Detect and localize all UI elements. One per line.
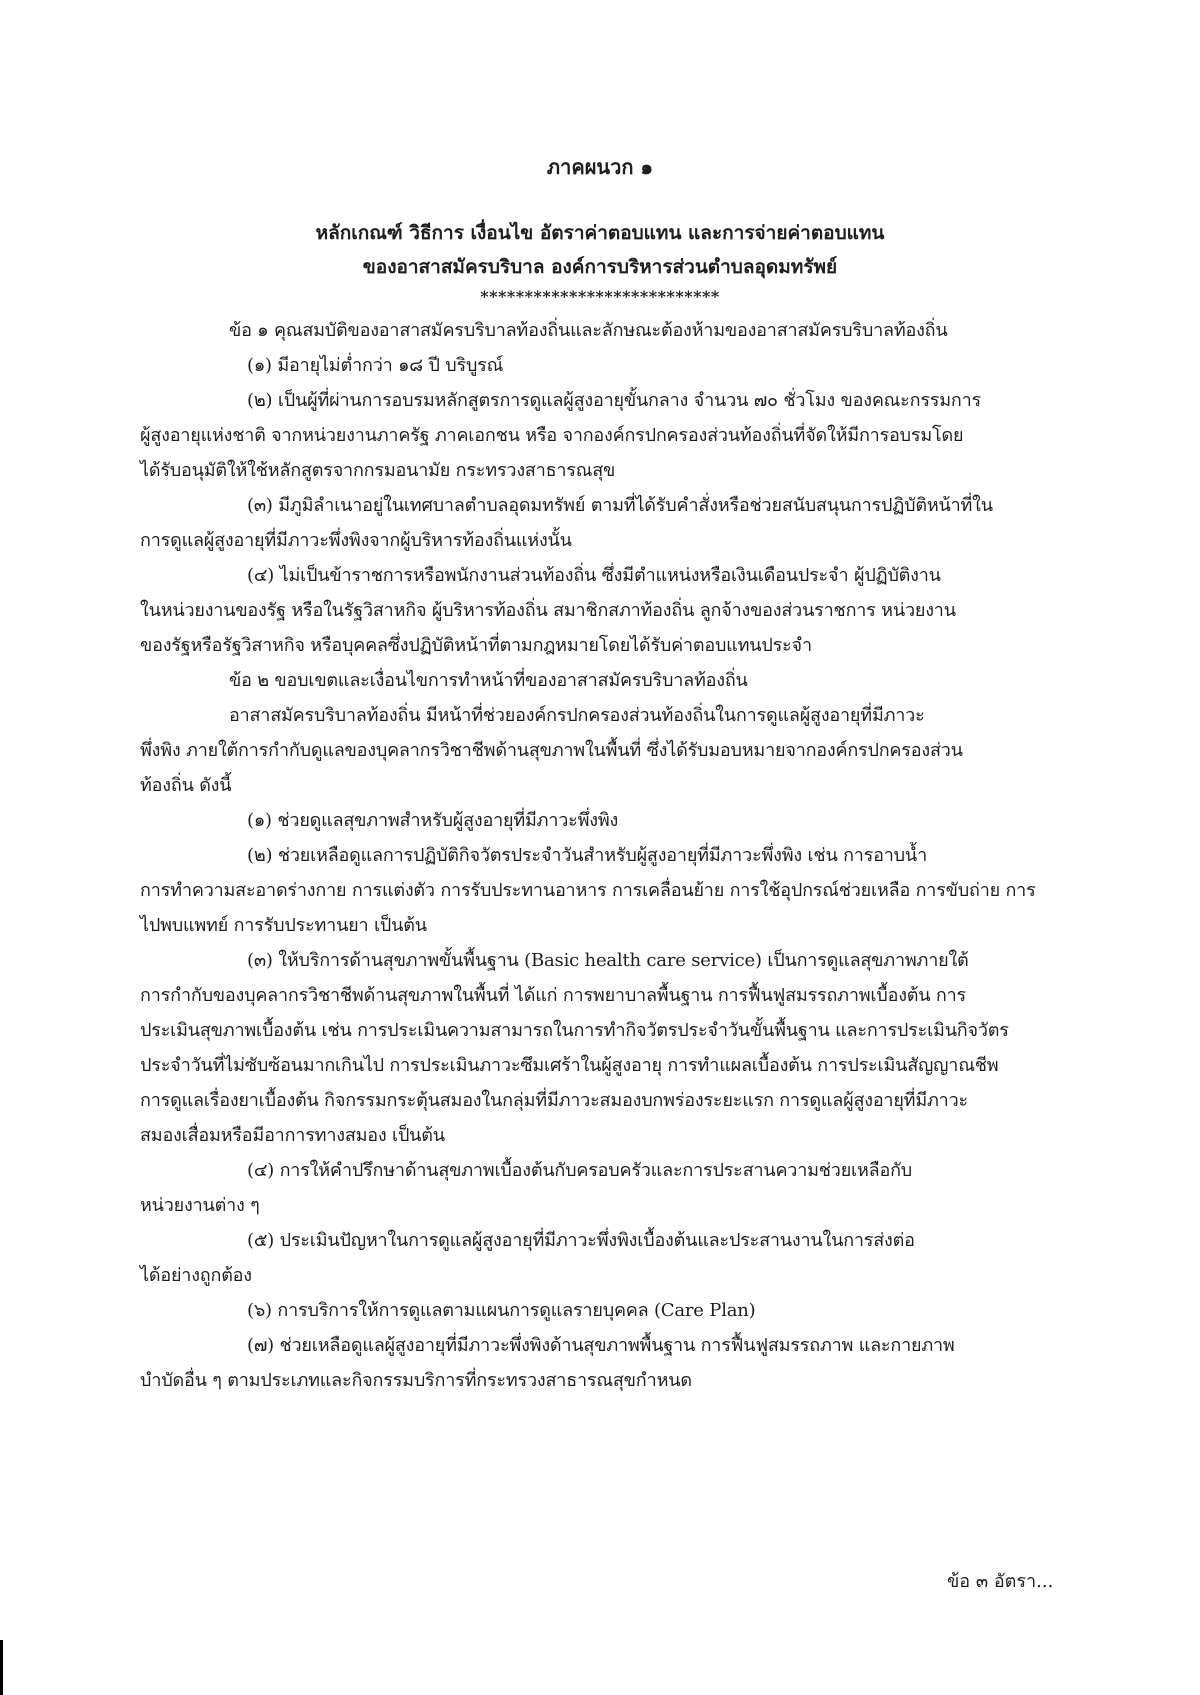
clause-1-item-3-cont: การดูแลผู้สูงอายุที่มีภาวะพึ่งพิงจากผู้บริหารท้องถิ่นแห่งนั้น bbox=[140, 530, 572, 551]
clause-1-item-3: (๓) มีภูมิลำเนาอยู่ในเทศบาลตำบลอุดมทรัพย์ ตามที่ได้รับคำสั่งหรือช่วยสนับสนุนการปฏิบัติหน้าที่ใน bbox=[247, 495, 993, 516]
clause-2-intro: อาสาสมัครบริบาลท้องถิ่น มีหน้าที่ช่วยองค์กรปกครองส่วนท้องถิ่นในการดูแลผู้สูงอายุที่มีภาวะ bbox=[229, 705, 925, 726]
clause-2-item-3-cont: ประเมินสุขภาพเบื้องต้น เช่น การประเมินความสามารถในการทำกิจวัตรประจำวันขั้นพื้นฐาน และการประเมินกิจวัตร bbox=[140, 1020, 1009, 1041]
document-heading-line-2: ของอาสาสมัครบริบาล องค์การบริหารส่วนตำบลอุดมทรัพย์ bbox=[362, 256, 838, 278]
clause-2-item-2-cont: การทำความสะอาดร่างกาย การแต่งตัว การรับประทานอาหาร การเคลื่อนย้าย การใช้อุปกรณ์ช่วยเหลือ การขับถ่าย การ bbox=[140, 880, 1036, 901]
clause-2-item-3-cont: การกำกับของบุคลากรวิชาชีพด้านสุขภาพในพื้นที่ ได้แก่ การพยาบาลพื้นฐาน การฟื้นฟูสมรรถภาพเบื้องต้น การ bbox=[140, 985, 966, 1006]
clause-1-item-4-cont: ในหน่วยงานของรัฐ หรือในรัฐวิสาหกิจ ผู้บริหารท้องถิ่น สมาชิกสภาท้องถิ่น ลูกจ้างของส่วนราชการ หน่วยงาน bbox=[140, 600, 956, 621]
clause-2-item-3-cont: ประจำวันที่ไม่ซับซ้อนมากเกินไป การประเมินภาวะซึมเศร้าในผู้สูงอายุ การทำแผลเบื้องต้น การประเมินสัญญาณชีพ bbox=[140, 1055, 999, 1076]
clause-2-item-4: (๔) การให้คำปรึกษาด้านสุขภาพเบื้องต้นกับครอบครัวและการประสานความช่วยเหลือกับ bbox=[247, 1160, 913, 1181]
clause-2-intro-cont: ท้องถิ่น ดังนี้ bbox=[140, 775, 232, 796]
clause-1-item-1: (๑) มีอายุไม่ต่ำกว่า ๑๘ ปี บริบูรณ์ bbox=[247, 355, 504, 376]
clause-1-item-4: (๔) ไม่เป็นข้าราชการหรือพนักงานส่วนท้องถิ่น ซึ่งมีตำแหน่งหรือเงินเดือนประจำ ผู้ปฏิบัติงาน bbox=[247, 565, 941, 586]
clause-1-item-4-cont: ของรัฐหรือรัฐวิสาหกิจ หรือบุคคลซึ่งปฏิบัติหน้าที่ตามกฎหมายโดยได้รับค่าตอบแทนประจำ bbox=[140, 635, 812, 656]
clause-2-item-2-cont: ไปพบแพทย์ การรับประทานยา เป็นต้น bbox=[140, 915, 427, 936]
scan-margin-mark bbox=[0, 1640, 3, 1695]
clause-2-item-7: (๗) ช่วยเหลือดูแลผู้สูงอายุที่มีภาวะพึ่งพิงด้านสุขภาพพื้นฐาน การฟื้นฟูสมรรถภาพ และกายภาพ bbox=[247, 1335, 955, 1356]
next-page-continuation: ข้อ ๓ อัตรา... bbox=[947, 1571, 1054, 1592]
clause-2-item-5: (๕) ประเมินปัญหาในการดูแลผู้สูงอายุที่มีภาวะพึ่งพิงเบื้องต้นและประสานงานในการส่งต่อ bbox=[247, 1230, 915, 1251]
clause-1-item-2-cont: ผู้สูงอายุแห่งชาติ จากหน่วยงานภาครัฐ ภาคเอกชน หรือ จากองค์กรปกครองส่วนท้องถิ่นที่จัดให้มีการอบรมโดย bbox=[140, 425, 964, 446]
clause-1-title: ข้อ ๑ คุณสมบัติของอาสาสมัครบริบาลท้องถิ่นและลักษณะต้องห้ามของอาสาสมัครบริบาลท้องถิ่น bbox=[229, 320, 948, 341]
clause-2-item-3-cont: การดูแลเรื่องยาเบื้องต้น กิจกรรมกระตุ้นสมองในกลุ่มที่มีภาวะสมองบกพร่องระยะแรก การดูแลผู้สูงอายุที่มีภาวะ bbox=[140, 1090, 968, 1111]
clause-2-item-1: (๑) ช่วยดูแลสุขภาพสำหรับผู้สูงอายุที่มีภาวะพึ่งพิง bbox=[247, 810, 619, 831]
document-heading-line-1: หลักเกณฑ์ วิธีการ เงื่อนไข อัตราค่าตอบแทน และการจ่ายค่าตอบแทน bbox=[315, 222, 885, 244]
clause-2-item-5-cont: ได้อย่างถูกต้อง bbox=[140, 1265, 252, 1286]
clause-2-item-7-cont: บำบัดอื่น ๆ ตามประเภทและกิจกรรมบริการที่กระทรวงสาธารณสุขกำหนด bbox=[140, 1370, 692, 1391]
clause-2-intro-cont: พึ่งพิง ภายใต้การกำกับดูแลของบุคลากรวิชาชีพด้านสุขภาพในพื้นที่ ซึ่งได้รับมอบหมายจากองค์กรปกครองส่วน bbox=[140, 740, 963, 761]
clause-2-item-3-cont: สมองเสื่อมหรือมีอาการทางสมอง เป็นต้น bbox=[140, 1125, 445, 1146]
heading-separator: *************************** bbox=[480, 287, 720, 306]
clause-1-item-2-cont: ได้รับอนุมัติให้ใช้หลักสูตรจากกรมอนามัย กระทรวงสาธารณสุข bbox=[140, 460, 616, 481]
clause-2-item-4-cont: หน่วยงานต่าง ๆ bbox=[140, 1195, 260, 1216]
clause-2-title: ข้อ ๒ ขอบเขตและเงื่อนไขการทำหน้าที่ของอาสาสมัครบริบาลท้องถิ่น bbox=[229, 670, 748, 691]
clause-2-item-2: (๒) ช่วยเหลือดูแลการปฏิบัติกิจวัตรประจำวันสำหรับผู้สูงอายุที่มีภาวะพึ่งพิง เช่น การอาบน้ำ bbox=[247, 845, 928, 866]
clause-1-item-2: (๒) เป็นผู้ที่ผ่านการอบรมหลักสูตรการดูแลผู้สูงอายุขั้นกลาง จำนวน ๗๐ ชั่วโมง ของคณะกรรมการ bbox=[247, 390, 981, 411]
annex-title: ภาคผนวก ๑ bbox=[546, 155, 654, 179]
clause-2-item-6: (๖) การบริการให้การดูแลตามแผนการดูแลรายบุคคล (Care Plan) bbox=[247, 1300, 756, 1321]
clause-2-item-3: (๓) ให้บริการด้านสุขภาพขั้นพื้นฐาน (Basic health care service) เป็นการดูแลสุขภาพภายใต้ bbox=[247, 950, 969, 971]
